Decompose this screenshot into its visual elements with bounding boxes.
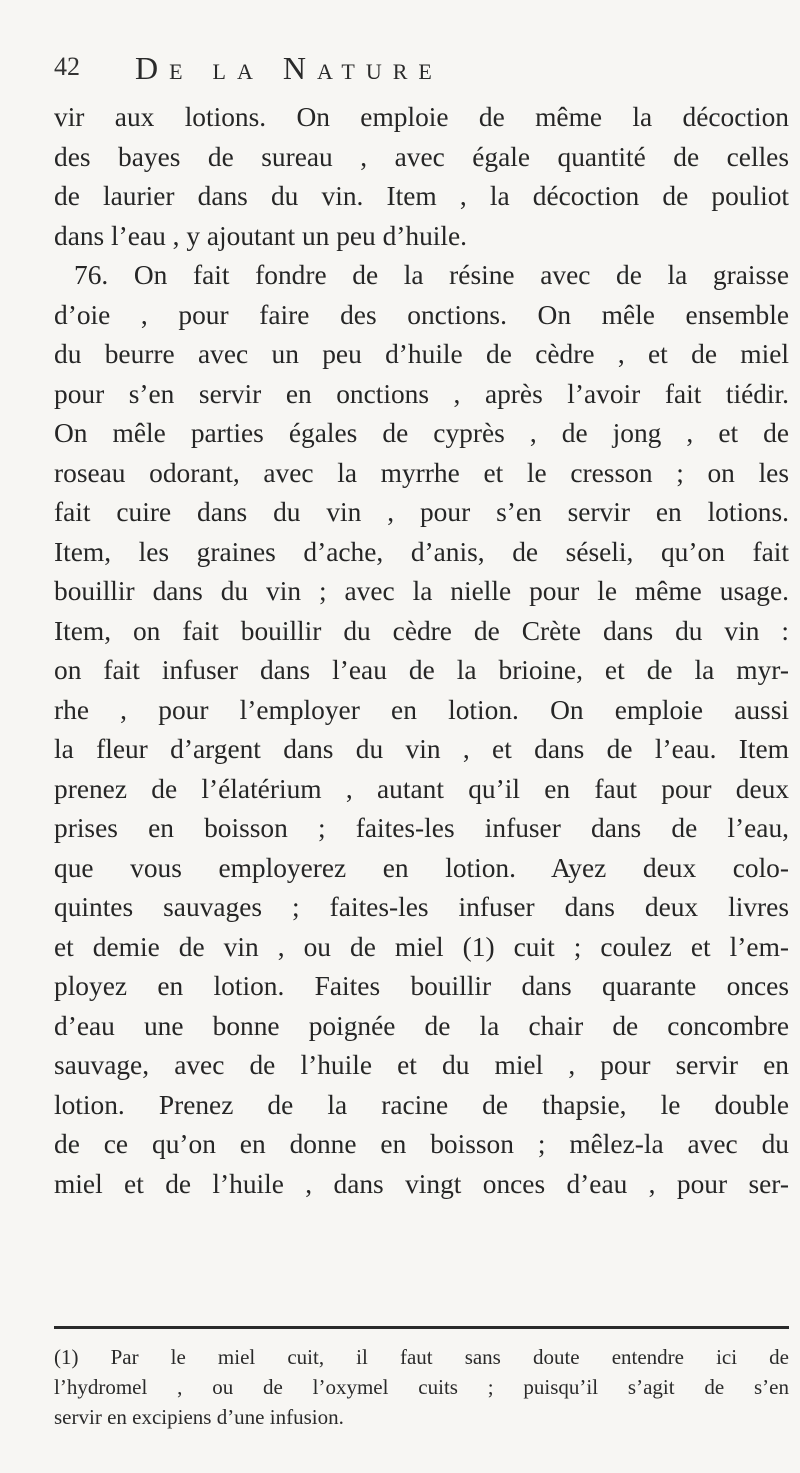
text-line: la fleur d’argent dans du vin , et dans de l’eau. Item	[54, 734, 789, 764]
footnote	[54, 1342, 789, 1432]
body-text	[54, 98, 789, 1204]
text-line: d’oie , pour faire des onctions. On mêle ensemble	[54, 299, 789, 330]
text-line: ployez en lotion. Faites bouillir dans quarante onces	[54, 971, 789, 1001]
text-line: prises en boisson ; faites-les infuser dans de l’eau,	[54, 813, 789, 843]
text-line: quintes sauvages ; faites-les infuser dans deux livres	[54, 892, 789, 922]
text-line: bouillir dans du vin ; avec la nielle pour le même usage.	[54, 576, 789, 606]
page-number: 42	[54, 52, 80, 81]
footnote-divider	[54, 1326, 789, 1329]
text-line: vir aux lotions. On emploie de même la décoction	[54, 102, 789, 132]
footnote-line: (1) Par le miel cuit, il faut sans doute entendre ici de	[54, 1345, 789, 1369]
text-line: sauvage, avec de l’huile et du miel , pour servir en	[54, 1050, 789, 1080]
text-line: de ce qu’on en donne en boisson ; mêlez-la avec du	[54, 1129, 789, 1159]
text-line: on fait infuser dans l’eau de la brioine, et de la myr-	[54, 655, 789, 685]
text-line: 76. On fait fondre de la résine avec de la graisse	[74, 260, 789, 290]
text-line: fait cuire dans du vin , pour s’en servir en lotions.	[54, 497, 789, 527]
page-header	[40, 50, 780, 94]
text-line: d’eau une bonne poignée de la chair de concombre	[54, 1010, 789, 1041]
footnote-line: servir en excipiens d’une infusion.	[54, 1405, 344, 1429]
text-line: du beurre avec un peu d’huile de cèdre , et de miel	[54, 339, 789, 369]
text-line: de laurier dans du vin. Item , la décoction de pouliot	[54, 181, 789, 211]
text-line: miel et de l’huile , dans vingt onces d’eau , pour ser-	[54, 1168, 789, 1199]
text-line: que vous employerez en lotion. Ayez deux colo-	[54, 852, 789, 883]
text-line: rhe , pour l’employer en lotion. On emploie aussi	[54, 694, 789, 725]
text-line: lotion. Prenez de la racine de thapsie, le double	[54, 1089, 789, 1120]
text-line: Item, les graines d’ache, d’anis, de séseli, qu’on fait	[54, 536, 789, 567]
running-head: De la Nature	[135, 50, 443, 86]
text-line: dans l’eau , y ajoutant un peu d’huile.	[54, 220, 468, 251]
text-line: prenez de l’élatérium , autant qu’il en faut pour deux	[54, 773, 789, 804]
text-line: On mêle parties égales de cyprès , de jong , et de	[54, 418, 789, 448]
text-line: Item, on fait bouillir du cèdre de Crète dans du vin :	[54, 615, 789, 646]
text-line: pour s’en servir en onctions , après l’avoir fait tiédir.	[54, 378, 789, 409]
text-line: roseau odorant, avec la myrrhe et le cresson ; on les	[54, 457, 789, 488]
text-line: et demie de vin , ou de miel (1) cuit ; coulez et l’em-	[54, 931, 789, 962]
footnote-line: l’hydromel , ou de l’oxymel cuits ; puisqu’il s’agit de s’en	[54, 1375, 789, 1399]
text-line: des bayes de sureau , avec égale quantité de celles	[54, 141, 789, 172]
